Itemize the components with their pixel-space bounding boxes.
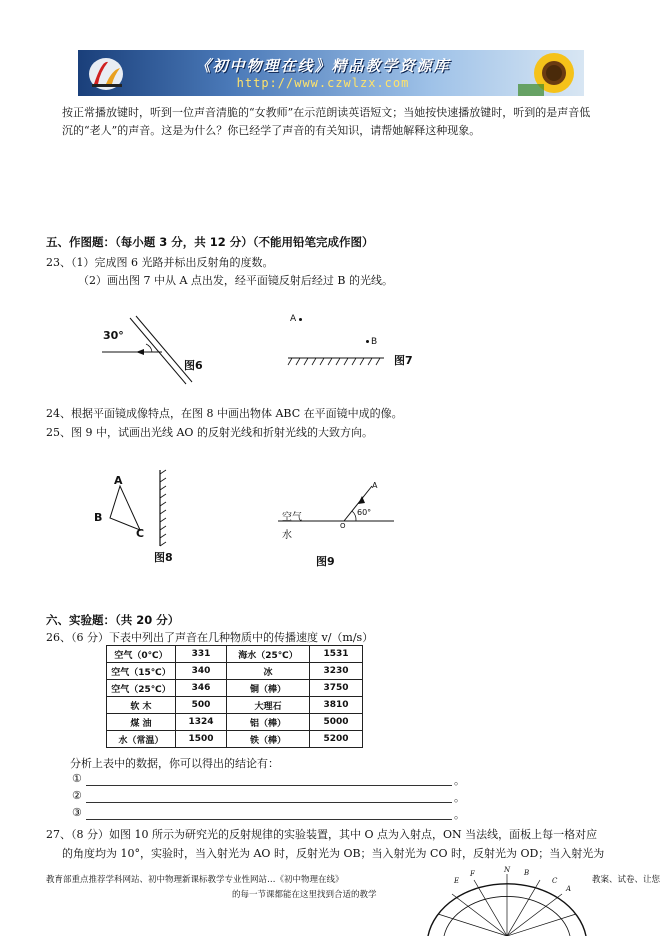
- figure-7-point-a: A: [290, 314, 297, 324]
- figure-7-dot-b: [366, 340, 369, 343]
- answer-blank-1[interactable]: [86, 784, 452, 786]
- figure-7-dot-a: [299, 318, 302, 321]
- blank-2-marker: ②: [72, 789, 82, 802]
- section-5-heading: 五、作图题：（每小题 3 分，共 12 分）（不能用铅笔完成作图）: [46, 235, 374, 249]
- table-row: [107, 714, 363, 731]
- table-cell: 500: [176, 697, 227, 714]
- section-6-heading: 六、实验题：（共 20 分）: [46, 613, 180, 627]
- table-row: [107, 731, 363, 748]
- table-cell: 空气（0℃）: [107, 646, 176, 663]
- question-24: 24、根据平面镜成像特点，在图 8 中画出物体 ABC 在平面镜中成的像。: [46, 407, 403, 420]
- analyze-prompt: 分析上表中的数据，你可以得出的结论有：: [70, 757, 279, 770]
- figure-9-point-a: A: [372, 481, 378, 490]
- answer-blank-3[interactable]: [86, 818, 452, 820]
- banner-title: 《初中物理在线》精品教学资源库: [195, 57, 451, 75]
- table-row: [107, 646, 363, 663]
- intro-line-1: 按正常播放键时，听到一位声音清脆的“女教师”在示范朗读英语短文；当她按快速播放键时，听到的是声音低: [62, 106, 591, 119]
- table-cell: 1324: [176, 714, 227, 731]
- question-27-line-2: 的角度均为 10°，实验时，当入射光为 AO 时，反射光为 OB；当入射光为 CO 时，反射光为 OD；当入射光为: [62, 847, 605, 860]
- figure-7-mirror: [286, 356, 386, 368]
- blank-2-end: 。: [454, 791, 465, 804]
- figure-8-point-a: A: [114, 474, 123, 487]
- question-27-line-1: 27、（8 分）如图 10 所示为研究光的反射规律的实验装置，其中 O 点为入射点，ON 当法线，面板上每一格对应: [46, 828, 598, 841]
- protractor-letter-b: B: [524, 869, 530, 877]
- sunflower-icon: [518, 50, 584, 96]
- figure-6-angle: 30°: [103, 329, 124, 342]
- figure-9-diagram: [276, 476, 396, 536]
- question-25: 25、图 9 中，试画出光线 AO 的反射光线和折射光线的大致方向。: [46, 426, 373, 439]
- footer-line-2: 的每一节课都能在这里找到合适的教学: [232, 890, 377, 900]
- speed-table: [106, 645, 363, 748]
- table-cell: 空气（25℃）: [107, 680, 176, 697]
- figure-9-label: 图9: [316, 555, 335, 568]
- table-cell: 空气（15℃）: [107, 663, 176, 680]
- footer-line-1: 教育部重点推荐学科网站、初中物理新课标教学专业性网站…《初中物理在线》: [46, 875, 344, 885]
- figure-8-point-b: B: [94, 511, 103, 524]
- table-cell: 5200: [310, 731, 363, 748]
- protractor-letter-n: N: [504, 866, 511, 874]
- header-banner: [78, 50, 584, 96]
- blank-3-marker: ③: [72, 806, 82, 819]
- table-row: [107, 663, 363, 680]
- blank-1-end: 。: [454, 774, 465, 787]
- protractor-letter-e: E: [454, 877, 460, 885]
- table-cell: 3750: [310, 680, 363, 697]
- table-cell: 冰: [227, 663, 310, 680]
- table-cell: 水（常温）: [107, 731, 176, 748]
- table-cell: 大理石: [227, 697, 310, 714]
- figure-9-point-o: O: [340, 522, 346, 530]
- figure-7-point-b: B: [371, 337, 378, 347]
- protractor-letter-f: F: [470, 870, 475, 878]
- table-row: [107, 680, 363, 697]
- table-cell: 煤 油: [107, 714, 176, 731]
- figure-6-diagram: [100, 312, 210, 392]
- blank-3-end: 。: [454, 808, 465, 821]
- intro-line-2: 沉的“老人”的声音。这是为什么？你已经学了声音的有关知识，请帮她解释这种现象。: [62, 124, 481, 137]
- question-23-part-1: 23、（1）完成图 6 光路并标出反射角的度数。: [46, 256, 274, 269]
- table-cell: 3810: [310, 697, 363, 714]
- table-cell: 3230: [310, 663, 363, 680]
- figure-9-air-label: 空气: [282, 512, 302, 523]
- table-cell: 铁（棒）: [227, 731, 310, 748]
- figure-6-label: 图6: [184, 359, 203, 372]
- protractor-letter-c: C: [552, 877, 558, 885]
- footer-line-1-end: 教案、试卷、让您: [592, 875, 661, 885]
- table-cell: 346: [176, 680, 227, 697]
- protractor-letter-a: A: [566, 885, 572, 893]
- table-cell: 铜（棒）: [227, 680, 310, 697]
- table-cell: 1500: [176, 731, 227, 748]
- figure-7-label: 图7: [394, 354, 413, 367]
- table-cell: 5000: [310, 714, 363, 731]
- table-cell: 软 木: [107, 697, 176, 714]
- logo-icon: [86, 54, 126, 92]
- question-23-part-2: （2）画出图 7 中从 A 点出发，经平面镜反射后经过 B 的光线。: [78, 274, 394, 287]
- figure-9-water-label: 水: [282, 530, 292, 541]
- figure-8-point-c: C: [136, 527, 145, 540]
- table-cell: 331: [176, 646, 227, 663]
- question-26: 26、（6 分）下表中列出了声音在几种物质中的传播速度 v/（m/s）: [46, 631, 374, 644]
- answer-blank-2[interactable]: [86, 801, 452, 803]
- banner-url[interactable]: http://www.czwlzx.com: [236, 76, 410, 90]
- table-row: [107, 697, 363, 714]
- blank-1-marker: ①: [72, 772, 82, 785]
- figure-9-angle: 60°: [357, 508, 372, 517]
- table-cell: 340: [176, 663, 227, 680]
- table-cell: 铝（棒）: [227, 714, 310, 731]
- figure-8-label: 图8: [154, 551, 173, 564]
- table-cell: 1531: [310, 646, 363, 663]
- table-cell: 海水（25℃）: [227, 646, 310, 663]
- protractor-diagram: [422, 870, 592, 936]
